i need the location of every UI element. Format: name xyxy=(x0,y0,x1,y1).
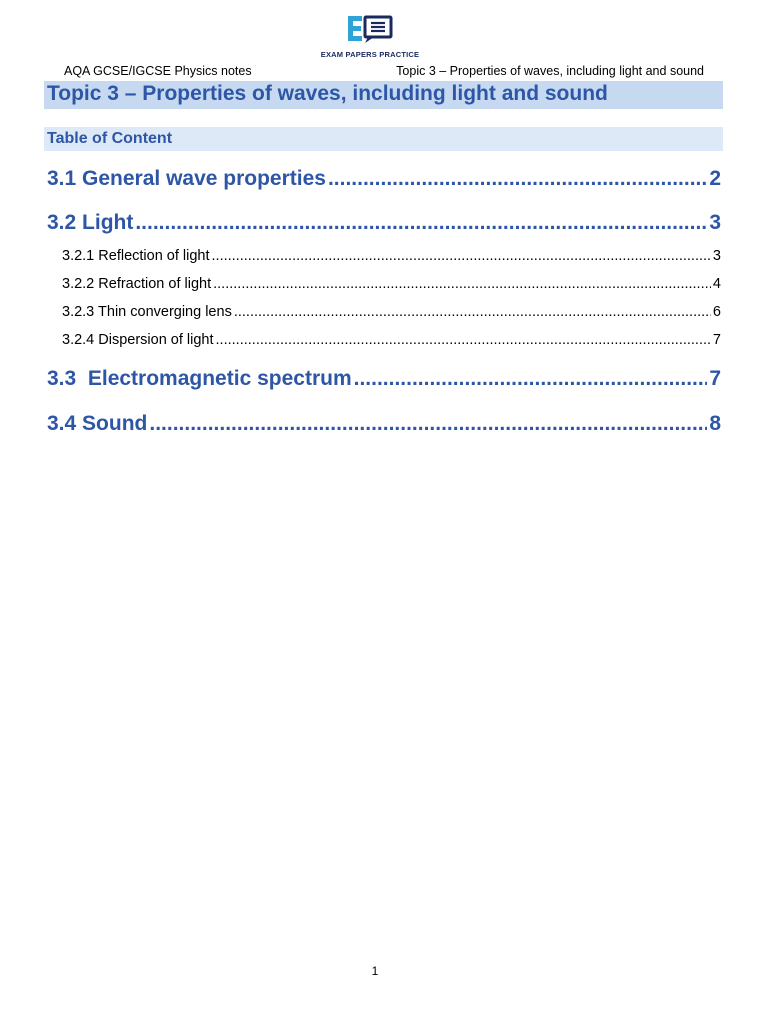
dot-leader xyxy=(354,367,708,391)
logo xyxy=(312,12,428,60)
running-header-left: AQA GCSE/IGCSE Physics notes xyxy=(64,64,252,78)
dot-leader xyxy=(234,304,711,320)
toc-heading: Table of Content xyxy=(47,130,173,147)
dot-leader xyxy=(216,332,711,348)
toc-entry-label: 3.2.1 Reflection of light xyxy=(62,248,210,264)
logo-text: EXAM PAPERS PRACTICE xyxy=(320,50,420,59)
dot-leader xyxy=(135,211,707,235)
toc-entry[interactable] xyxy=(47,412,721,440)
toc-entry-label: 3.2.3 Thin converging lens xyxy=(62,304,232,320)
toc-entry-page: 6 xyxy=(712,304,721,320)
toc-heading-band xyxy=(44,127,723,151)
toc-entry-label: 3.1 General wave properties xyxy=(47,167,326,190)
toc-entry[interactable] xyxy=(62,304,721,322)
toc-entry-page: 3 xyxy=(712,248,721,264)
toc-entry-page: 8 xyxy=(709,412,721,435)
toc-entry-label: 3.3 Electromagnetic spectrum xyxy=(47,367,352,390)
running-header-right: Topic 3 – Properties of waves, including light and sound xyxy=(396,64,704,78)
toc-entry-page: 4 xyxy=(712,276,721,292)
exam-papers-practice-icon xyxy=(312,12,428,50)
page-title: Topic 3 – Properties of waves, including light and sound xyxy=(47,82,608,105)
dot-leader xyxy=(149,412,707,436)
toc-entry[interactable] xyxy=(62,248,721,266)
toc-entry[interactable] xyxy=(47,167,721,195)
page-number: 1 xyxy=(371,964,379,978)
toc-entry-label: 3.2 Light xyxy=(47,211,134,234)
toc-entry[interactable] xyxy=(47,211,721,239)
toc-entry-page: 7 xyxy=(712,332,721,348)
dot-leader xyxy=(213,276,711,292)
dot-leader xyxy=(328,167,707,191)
toc-entry[interactable] xyxy=(62,332,721,350)
toc-entry-label: 3.2.2 Refraction of light xyxy=(62,276,212,292)
toc-entry-page: 7 xyxy=(709,367,721,390)
toc-entry-page: 2 xyxy=(709,167,721,190)
toc-entry[interactable] xyxy=(47,367,721,395)
dot-leader xyxy=(212,248,711,264)
toc-entry-page: 3 xyxy=(709,211,721,234)
title-band xyxy=(44,81,723,109)
toc-entry[interactable] xyxy=(62,276,721,294)
toc-entry-label: 3.4 Sound xyxy=(47,412,148,435)
running-header xyxy=(64,64,704,80)
toc-entry-label: 3.2.4 Dispersion of light xyxy=(62,332,214,348)
